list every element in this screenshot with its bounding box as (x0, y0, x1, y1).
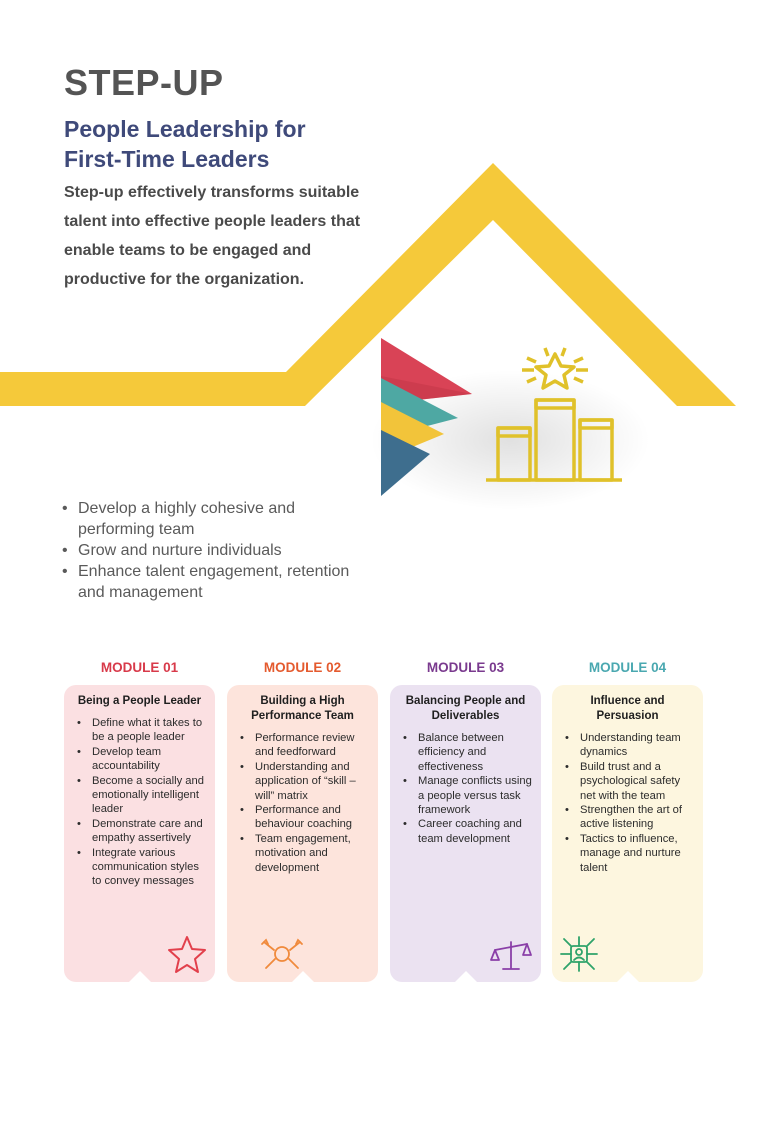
topic-item: • Strengthen the art of active listening (580, 803, 697, 832)
module-label: MODULE 03 (426, 660, 505, 675)
topic-item: • Integrate various communication styles to convey messages (92, 846, 209, 889)
subtitle-line-2: First-Time Leaders (64, 146, 270, 172)
module-card (390, 685, 541, 982)
benefit-item: • Grow and nurture individuals (62, 540, 362, 561)
module-title: Building a High Performance Team (251, 695, 354, 722)
module-label: MODULE 02 (263, 660, 342, 675)
module-03 (390, 660, 541, 982)
module-card (64, 685, 215, 982)
hero-illustration (360, 330, 660, 510)
subtitle-line-1: People Leadership for (64, 116, 306, 142)
influence-network-icon (557, 934, 601, 974)
intro-text: Step-up effectively transforms suitable talent into effective people leaders that enable teams to be engaged and productive for the organization. (64, 184, 361, 288)
topic-item: • Team engagement, motivation and development (255, 832, 372, 875)
topic-item: • Performance and behaviour coaching (255, 803, 372, 832)
module-card (227, 685, 378, 982)
module-title: Being a People Leader (77, 695, 202, 707)
module-topics (227, 731, 378, 875)
module-topics (64, 716, 215, 889)
module-title: Balancing People and Deliverables (405, 695, 526, 722)
module-topics (390, 731, 541, 846)
module-04 (552, 660, 703, 982)
module-02 (227, 660, 378, 982)
topic-item: • Understanding and application of “skill – will” matrix (255, 760, 372, 803)
balance-scale-icon (487, 938, 535, 974)
topic-item: • Performance review and feedforward (255, 731, 372, 760)
topic-item: • Demonstrate care and empathy assertively (92, 817, 209, 846)
topic-item: • Balance between efficiency and effectiveness (418, 731, 535, 774)
topic-item: • Define what it takes to be a people leader (92, 716, 209, 745)
topic-item: • Understanding team dynamics (580, 731, 697, 760)
module-title: Influence and Persuasion (590, 695, 665, 722)
topic-item: • Tactics to influence, manage and nurture talent (580, 832, 697, 875)
topic-item: • Career coaching and team development (418, 817, 535, 846)
module-label: MODULE 04 (588, 660, 667, 675)
module-card (552, 685, 703, 982)
topic-item: • Build trust and a psychological safety net with the team (580, 760, 697, 803)
topic-item: • Develop team accountability (92, 745, 209, 774)
team-hands-icon (260, 934, 304, 974)
benefit-item: • Develop a highly cohesive and performing team (62, 498, 362, 540)
card-notch (291, 971, 315, 983)
card-notch (454, 971, 478, 983)
topic-item: • Manage conflicts using a people versus task framework (418, 774, 535, 817)
module-01 (64, 660, 215, 982)
page-subtitle (64, 114, 306, 174)
star-icon (165, 934, 209, 974)
benefit-item: • Enhance talent engagement, retention and management (62, 561, 362, 603)
card-notch (128, 971, 152, 983)
benefits-list (62, 498, 362, 603)
page-title: STEP-UP (64, 62, 224, 103)
topic-item: • Become a socially and emotionally intelligent leader (92, 774, 209, 817)
module-label: MODULE 01 (100, 660, 179, 675)
module-topics (552, 731, 703, 875)
card-notch (616, 971, 640, 983)
